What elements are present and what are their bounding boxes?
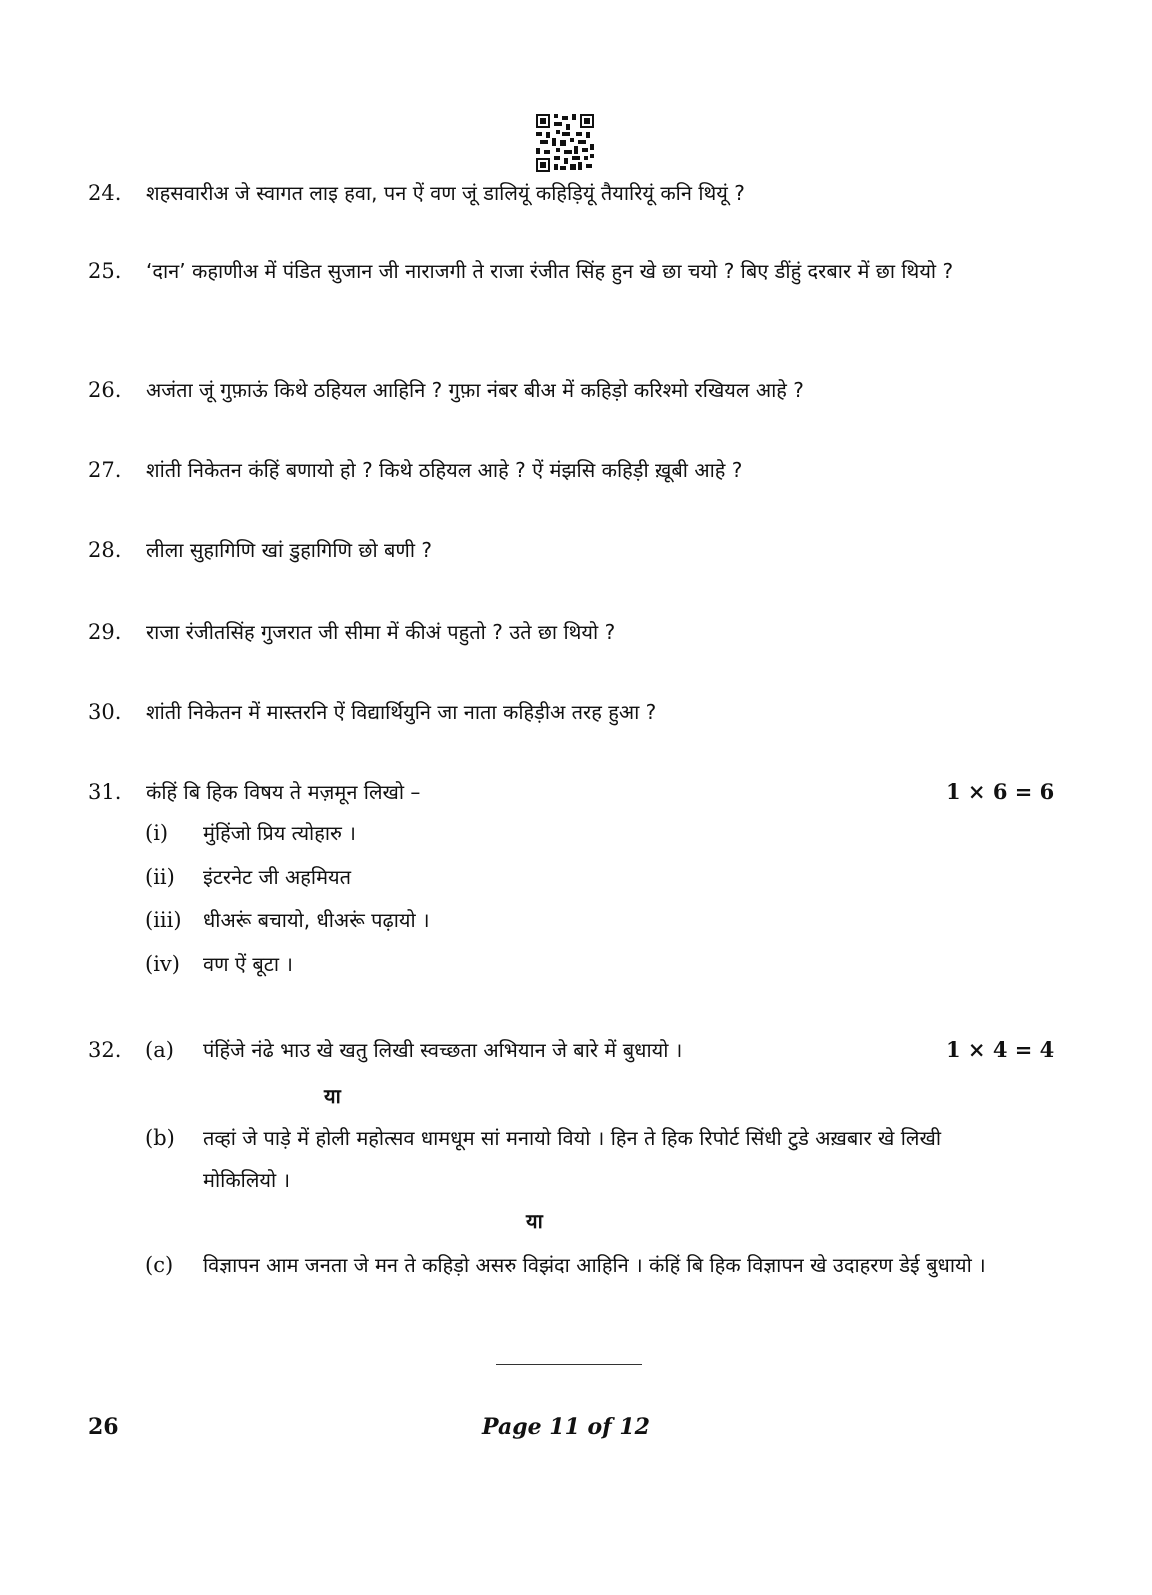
option-text: इंटरनेट जी अहमियत xyxy=(203,865,352,889)
option-text: मुंहिंजो प्रिय त्योहारु । xyxy=(203,821,356,845)
question-number: 26. xyxy=(88,378,122,402)
question-number: 28. xyxy=(88,538,122,562)
part-label: (a) xyxy=(145,1038,174,1062)
question-text: लीला सुहागिणि खां डुहागिणि छो बणी ? xyxy=(146,538,433,562)
question-number: 24. xyxy=(88,181,122,205)
option-label: (i) xyxy=(145,821,169,845)
part-text: तव्हां जे पाड़े में होली महोत्सव धामधूम सां मनायो वियो । हिन ते हिक रिपोर्ट सिंधी टुडे अख़बार खे लिखी मोकिलियो । xyxy=(203,1126,942,1192)
question-number: 31. xyxy=(88,780,122,804)
option-label: (ii) xyxy=(145,865,175,889)
page-number: Page 11 of 12 xyxy=(482,1414,650,1440)
question-text: शांती निकेतन कंहिं बणायो हो ? किथे ठहियल आहे ? ऐं मंझसि कहिड़ी ख़ूबी आहे ? xyxy=(146,458,743,482)
question-text: शांती निकेतन में मास्तरनि ऐं विद्यार्थियुनि जा नाता कहिड़ीअ तरह हुआ ? xyxy=(146,700,657,724)
question-text: ‘दान’ कहाणीअ में पंडित सुजान जी नाराजगी ते राजा रंजीत सिंह हुन खे छा चयो ? बिए डींहुं दरबार में छा थियो ? xyxy=(146,259,954,283)
question-number: 25. xyxy=(88,259,122,283)
part-text: पंहिंजे नंढे भाउ खे खतु लिखी स्वच्छता अभियान जे बारे में बुधायो । xyxy=(203,1038,683,1062)
option-label: (iii) xyxy=(145,908,182,932)
or-label: या xyxy=(324,1084,341,1108)
question-number: 27. xyxy=(88,458,122,482)
or-label: या xyxy=(526,1209,543,1233)
part-label: (b) xyxy=(145,1126,175,1150)
qr-code-icon xyxy=(536,114,594,172)
question-text: शहसवारीअ जे स्वागत लाइ हवा, पन ऐं वण जूं डालियूं कहिड़ियूं तैयारियूं कनि थियूं ? xyxy=(146,181,745,205)
option-label: (iv) xyxy=(145,952,180,976)
question-number: 29. xyxy=(88,620,122,644)
part-text: विज्ञापन आम जनता जे मन ते कहिड़ो असरु विझंदा आहिनि । कंहिं बि हिक विज्ञापन खे उदाहरण डेई बुधायो । xyxy=(203,1253,986,1277)
question-text: राजा रंजीतसिंह गुजरात जी सीमा में कीअं पहुतो ? उते छा थियो ? xyxy=(146,620,616,644)
question-number: 30. xyxy=(88,700,122,724)
marks-label: 1 × 6 = 6 xyxy=(946,779,1055,804)
marks-label: 1 × 4 = 4 xyxy=(946,1037,1055,1062)
option-text: धीअरूं बचायो, धीअरूं पढ़ायो । xyxy=(203,908,430,932)
option-text: वण ऐं बूटा । xyxy=(203,952,293,976)
paper-code: 26 xyxy=(88,1414,119,1440)
question-text: अजंता जूं गुफ़ाऊं किथे ठहियल आहिनि ? गुफ़ा नंबर बीअ में कहिड़ो करिश्मो रखियल आहे ? xyxy=(146,378,804,402)
question-number: 32. xyxy=(88,1038,122,1062)
question-text: कंहिं बि हिक विषय ते मज़मून लिखो – xyxy=(146,780,421,804)
part-label: (c) xyxy=(145,1253,174,1277)
end-divider xyxy=(496,1364,642,1365)
